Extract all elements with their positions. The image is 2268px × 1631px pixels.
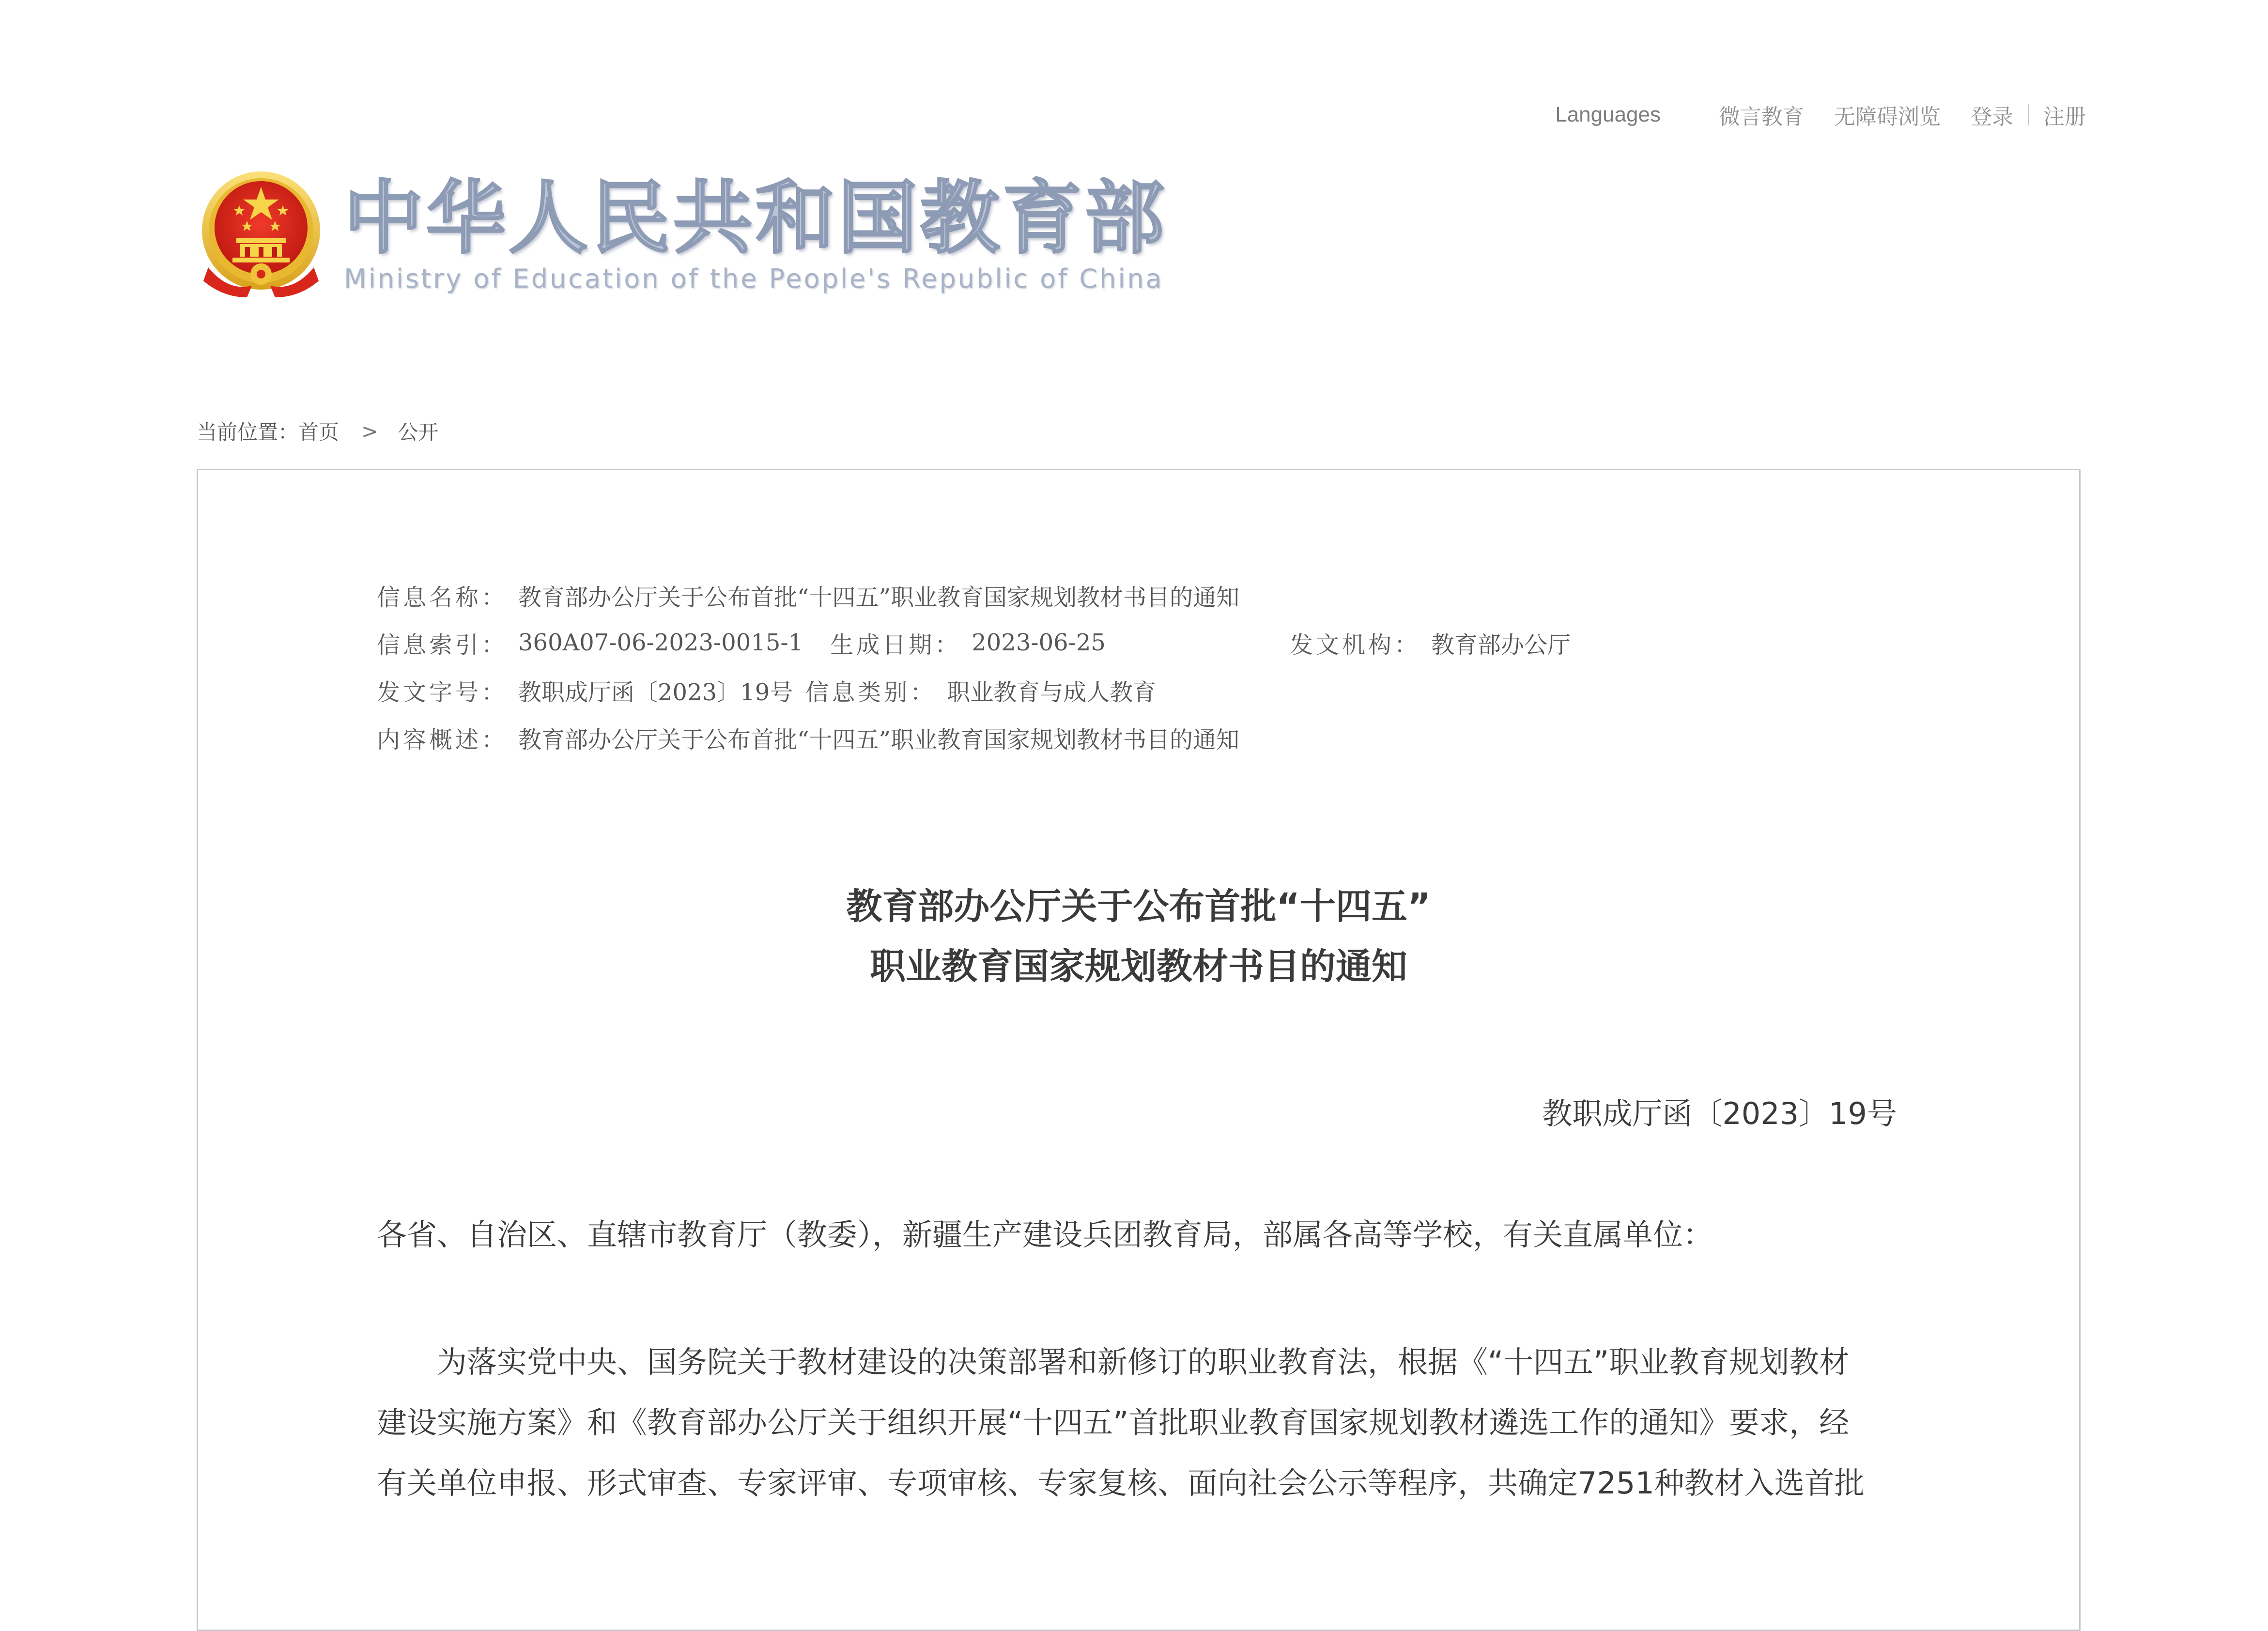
meta-org-label: 发文机构： [1289, 631, 1420, 659]
meta-name-value: 教育部办公厅关于公布首批“十四五”职业教育国家规划教材书目的通知 [518, 584, 1240, 611]
info-metadata [377, 571, 1571, 761]
chevron-right-icon: > [361, 419, 379, 443]
document-title-line1: 教育部办公厅关于公布首批“十四五” [846, 886, 1431, 927]
document-salutation: 各省、自治区、直辖市教育厅（教委），新疆生产建设兵团教育局，部属各高等学校，有关直属单位： [377, 1217, 1713, 1252]
logo-chinese-title: 中华人民共和国教育部 [344, 172, 1168, 264]
breadcrumb-home-link[interactable]: 首页 [298, 420, 339, 444]
meta-category-label: 信息类别： [805, 678, 937, 706]
site-logo[interactable] [199, 170, 1167, 300]
meta-date-value: 2023-06-25 [972, 629, 1106, 656]
meta-index-value: 360A07-06-2023-0015-1 [518, 629, 803, 656]
link-divider [2028, 104, 2029, 125]
meta-docno-value: 教职成厅函〔2023〕19号 [518, 678, 793, 706]
meta-index-label: 信息索引： [377, 631, 508, 659]
meta-summary-value: 教育部办公厅关于公布首批“十四五”职业教育国家规划教材书目的通知 [518, 726, 1240, 754]
body-line: 为落实党中央、国务院关于教材建设的决策部署和新修订的职业教育法，根据《“十四五”职业教育规划教材 [437, 1344, 1850, 1380]
logo-english-title: Ministry of Education of the People's Republic of China [344, 263, 1164, 294]
breadcrumb-prefix: 当前位置： [197, 420, 299, 444]
document-title-line2: 职业教育国家规划教材书目的通知 [870, 946, 1407, 987]
meta-row-index [377, 619, 1571, 666]
accessibility-link[interactable]: 无障碍浏览 [1834, 105, 1941, 129]
meta-docno-label: 发文字号： [377, 678, 508, 706]
meta-org-value: 教育部办公厅 [1431, 631, 1571, 659]
breadcrumb-current-link[interactable]: 公开 [398, 420, 439, 444]
weiyan-education-link[interactable]: 微言教育 [1719, 105, 1804, 129]
breadcrumb [197, 416, 438, 446]
meta-row-name [377, 571, 1571, 619]
login-link[interactable]: 登录 [1971, 105, 2013, 129]
logo-text [344, 172, 1168, 294]
meta-name-label: 信息名称： [377, 584, 508, 611]
meta-row-summary [377, 714, 1571, 761]
document-title [197, 877, 2081, 997]
document-number: 教职成厅函〔2023〕19号 [1542, 1096, 1897, 1131]
national-emblem-icon [199, 170, 324, 300]
languages-link[interactable]: Languages [1555, 103, 1661, 126]
top-links-bar [1555, 99, 2086, 130]
body-line: 有关单位申报、形式审查、专家评审、专项审核、专家复核、面向社会公示等程序，共确定7251种教材入选首批 [377, 1465, 1865, 1501]
meta-summary-label: 内容概述： [377, 726, 508, 754]
meta-category-value: 职业教育与成人教育 [947, 678, 1157, 706]
document-body-paragraph [377, 1332, 1902, 1513]
meta-row-docno [377, 666, 1571, 714]
body-line: 建设实施方案》和《教育部办公厅关于组织开展“十四五”首批职业教育国家规划教材遴选工作的通知》要求，经 [377, 1405, 1850, 1440]
meta-date-label: 生成日期： [830, 631, 961, 659]
register-link[interactable]: 注册 [2043, 105, 2086, 129]
